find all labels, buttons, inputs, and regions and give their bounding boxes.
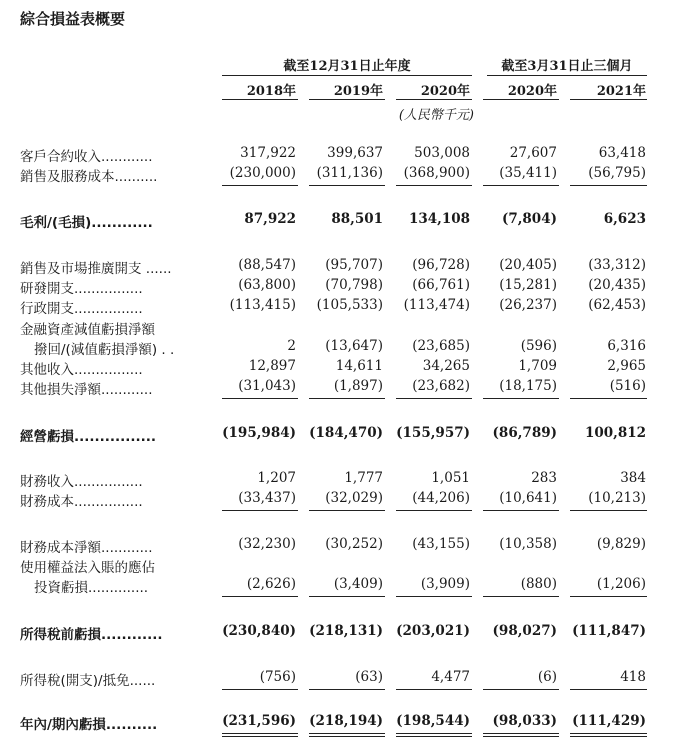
underline-rule (396, 510, 472, 511)
group-header-year: 截至12月31日止年度 (283, 59, 411, 74)
row-value: 6,623 (603, 211, 646, 227)
underline-rule (570, 596, 647, 597)
underline-rule (570, 689, 647, 690)
double-underline-rule (396, 736, 472, 737)
row-value: 418 (620, 669, 646, 685)
row-value: (66,761) (412, 277, 470, 293)
row-value: (1,206) (596, 576, 646, 592)
underline-rule (222, 185, 298, 186)
underline-rule (483, 689, 559, 690)
row-value: (368,900) (403, 165, 470, 181)
row-value: (62,453) (588, 297, 646, 313)
row-value: (96,728) (412, 257, 470, 273)
underline-rule (570, 510, 647, 511)
underline-rule (309, 185, 385, 186)
row-value: (596) (520, 338, 557, 354)
row-label: 年內/期內虧損.......... (20, 717, 158, 733)
row-value: (32,029) (325, 490, 383, 506)
underline-rule (309, 596, 385, 597)
row-value: (20,405) (499, 257, 557, 273)
row-value: (184,470) (309, 425, 383, 441)
row-label: 經營虧損................ (20, 429, 157, 445)
underline-rule (483, 510, 559, 511)
row-value: (756) (259, 669, 296, 685)
row-value: 1,777 (344, 470, 383, 486)
row-label: 行政開支................ (20, 301, 143, 317)
row-value: 2 (287, 338, 296, 354)
row-value: 14,611 (335, 358, 383, 374)
row-value: 63,418 (598, 145, 646, 161)
underline-rule (309, 733, 385, 734)
unit-label: (人民幣千元) (398, 108, 474, 123)
row-value: (56,795) (588, 165, 646, 181)
row-value: (32,230) (238, 536, 296, 552)
row-value: (9,829) (596, 536, 646, 552)
row-value: 27,607 (509, 145, 557, 161)
row-label: 撥回/(減值虧損淨額) . . (34, 342, 175, 358)
row-value: (111,847) (572, 623, 646, 639)
row-value: 384 (620, 470, 646, 486)
row-value: (195,984) (222, 425, 296, 441)
year-header-rule (483, 99, 559, 100)
row-value: (23,682) (412, 378, 470, 394)
row-value: (43,155) (412, 536, 470, 552)
double-underline-rule (483, 736, 559, 737)
row-label: 銷售及市場推廣開支 ...... (20, 261, 172, 277)
group-header-rule (487, 75, 647, 76)
underline-rule (483, 733, 559, 734)
row-label: 其他收入................ (20, 362, 143, 378)
row-value: (88,547) (238, 257, 296, 273)
underline-rule (483, 398, 559, 399)
row-value: (7,804) (501, 211, 557, 227)
row-value: (95,707) (325, 257, 383, 273)
row-value: (30,252) (325, 536, 383, 552)
row-value: (13,647) (325, 338, 383, 354)
underline-rule (222, 733, 298, 734)
row-label: 客戶合約收入............ (20, 149, 153, 165)
row-value: (33,312) (588, 257, 646, 273)
row-value: 100,812 (584, 425, 646, 441)
underline-rule (222, 596, 298, 597)
row-value: (311,136) (316, 165, 383, 181)
row-value: 1,207 (257, 470, 296, 486)
row-label: 銷售及服務成本.......... (20, 169, 158, 185)
row-value: (63,800) (238, 277, 296, 293)
underline-rule (396, 689, 472, 690)
row-value: (6) (537, 669, 557, 685)
row-label: 其他損失淨額............ (20, 382, 153, 398)
row-value: (86,789) (492, 425, 557, 441)
year-header: 2021年 (596, 84, 646, 99)
year-header-rule (309, 99, 385, 100)
double-underline-rule (570, 736, 647, 737)
row-value: (10,358) (499, 536, 557, 552)
underline-rule (396, 596, 472, 597)
row-value: (98,027) (492, 623, 557, 639)
underline-rule (396, 398, 472, 399)
row-value: (18,175) (499, 378, 557, 394)
underline-rule (483, 185, 559, 186)
row-value: (113,415) (229, 297, 296, 313)
row-value: (155,957) (396, 425, 470, 441)
row-value: 1,051 (431, 470, 470, 486)
row-value: (44,206) (412, 490, 470, 506)
row-value: (230,000) (229, 165, 296, 181)
row-value: (10,641) (499, 490, 557, 506)
row-value: (35,411) (499, 165, 557, 181)
row-value: (198,544) (396, 713, 470, 729)
row-value: (31,043) (238, 378, 296, 394)
row-value: 12,897 (248, 358, 296, 374)
year-header-rule (222, 99, 298, 100)
row-label: 毛利/(毛損)............ (20, 215, 153, 231)
row-value: (98,033) (492, 713, 557, 729)
row-label: 研發開支................ (20, 281, 143, 297)
row-value: (880) (520, 576, 557, 592)
row-label: 金融資產減值虧損淨額 (20, 322, 155, 338)
underline-rule (483, 596, 559, 597)
group-header-rule (222, 75, 472, 76)
row-value: 2,965 (607, 358, 646, 374)
row-value: (20,435) (588, 277, 646, 293)
row-value: 87,922 (244, 211, 296, 227)
year-header: 2019年 (333, 84, 383, 99)
row-value: 399,637 (327, 145, 383, 161)
underline-rule (222, 689, 298, 690)
row-value: (23,685) (412, 338, 470, 354)
row-label: 財務成本................ (20, 494, 143, 510)
underline-rule (396, 733, 472, 734)
row-label: 所得稅前虧損............ (20, 627, 163, 643)
row-label: 財務成本淨額............ (20, 540, 153, 556)
row-value: (111,429) (572, 713, 646, 729)
year-header: 2020年 (420, 84, 470, 99)
underline-rule (570, 733, 647, 734)
row-label: 使用權益法入賬的應佔 (20, 560, 155, 576)
year-header: 2018年 (246, 84, 296, 99)
row-value: (33,437) (238, 490, 296, 506)
row-value: (26,237) (499, 297, 557, 313)
underline-rule (222, 510, 298, 511)
row-value: 503,008 (414, 145, 470, 161)
underline-rule (222, 398, 298, 399)
row-label: 投資虧損.............. (34, 580, 149, 596)
underline-rule (309, 510, 385, 511)
row-value: (231,596) (222, 713, 296, 729)
underline-rule (396, 185, 472, 186)
year-header: 2020年 (507, 84, 557, 99)
row-value: 4,477 (431, 669, 470, 685)
underline-rule (570, 185, 647, 186)
row-value: 6,316 (607, 338, 646, 354)
row-value: 317,922 (240, 145, 296, 161)
underline-rule (309, 689, 385, 690)
row-label: 所得稅(開支)/抵免...... (20, 673, 156, 689)
row-value: (203,021) (396, 623, 470, 639)
year-header-rule (570, 99, 647, 100)
row-value: 283 (531, 470, 557, 486)
row-value: (2,626) (246, 576, 296, 592)
row-value: (63) (355, 669, 383, 685)
row-value: (3,409) (333, 576, 383, 592)
double-underline-rule (222, 736, 298, 737)
row-value: (1,897) (333, 378, 383, 394)
row-value: (70,798) (325, 277, 383, 293)
double-underline-rule (309, 736, 385, 737)
row-value: (15,281) (499, 277, 557, 293)
row-value: (10,213) (588, 490, 646, 506)
page-title: 綜合損益表概要 (20, 10, 126, 28)
row-value: 1,709 (518, 358, 557, 374)
row-value: (516) (609, 378, 646, 394)
row-value: (218,194) (309, 713, 383, 729)
row-value: (113,474) (403, 297, 470, 313)
row-value: 88,501 (331, 211, 383, 227)
year-header-rule (396, 99, 472, 100)
row-value: (105,533) (316, 297, 383, 313)
row-value: (218,131) (309, 623, 383, 639)
underline-rule (309, 398, 385, 399)
group-header-quarter: 截至3月31日止三個月 (501, 59, 633, 74)
row-value: (3,909) (420, 576, 470, 592)
row-value: 134,108 (408, 211, 470, 227)
row-value: 34,265 (422, 358, 470, 374)
underline-rule (570, 398, 647, 399)
row-value: (230,840) (222, 623, 296, 639)
row-label: 財務收入................ (20, 474, 143, 490)
